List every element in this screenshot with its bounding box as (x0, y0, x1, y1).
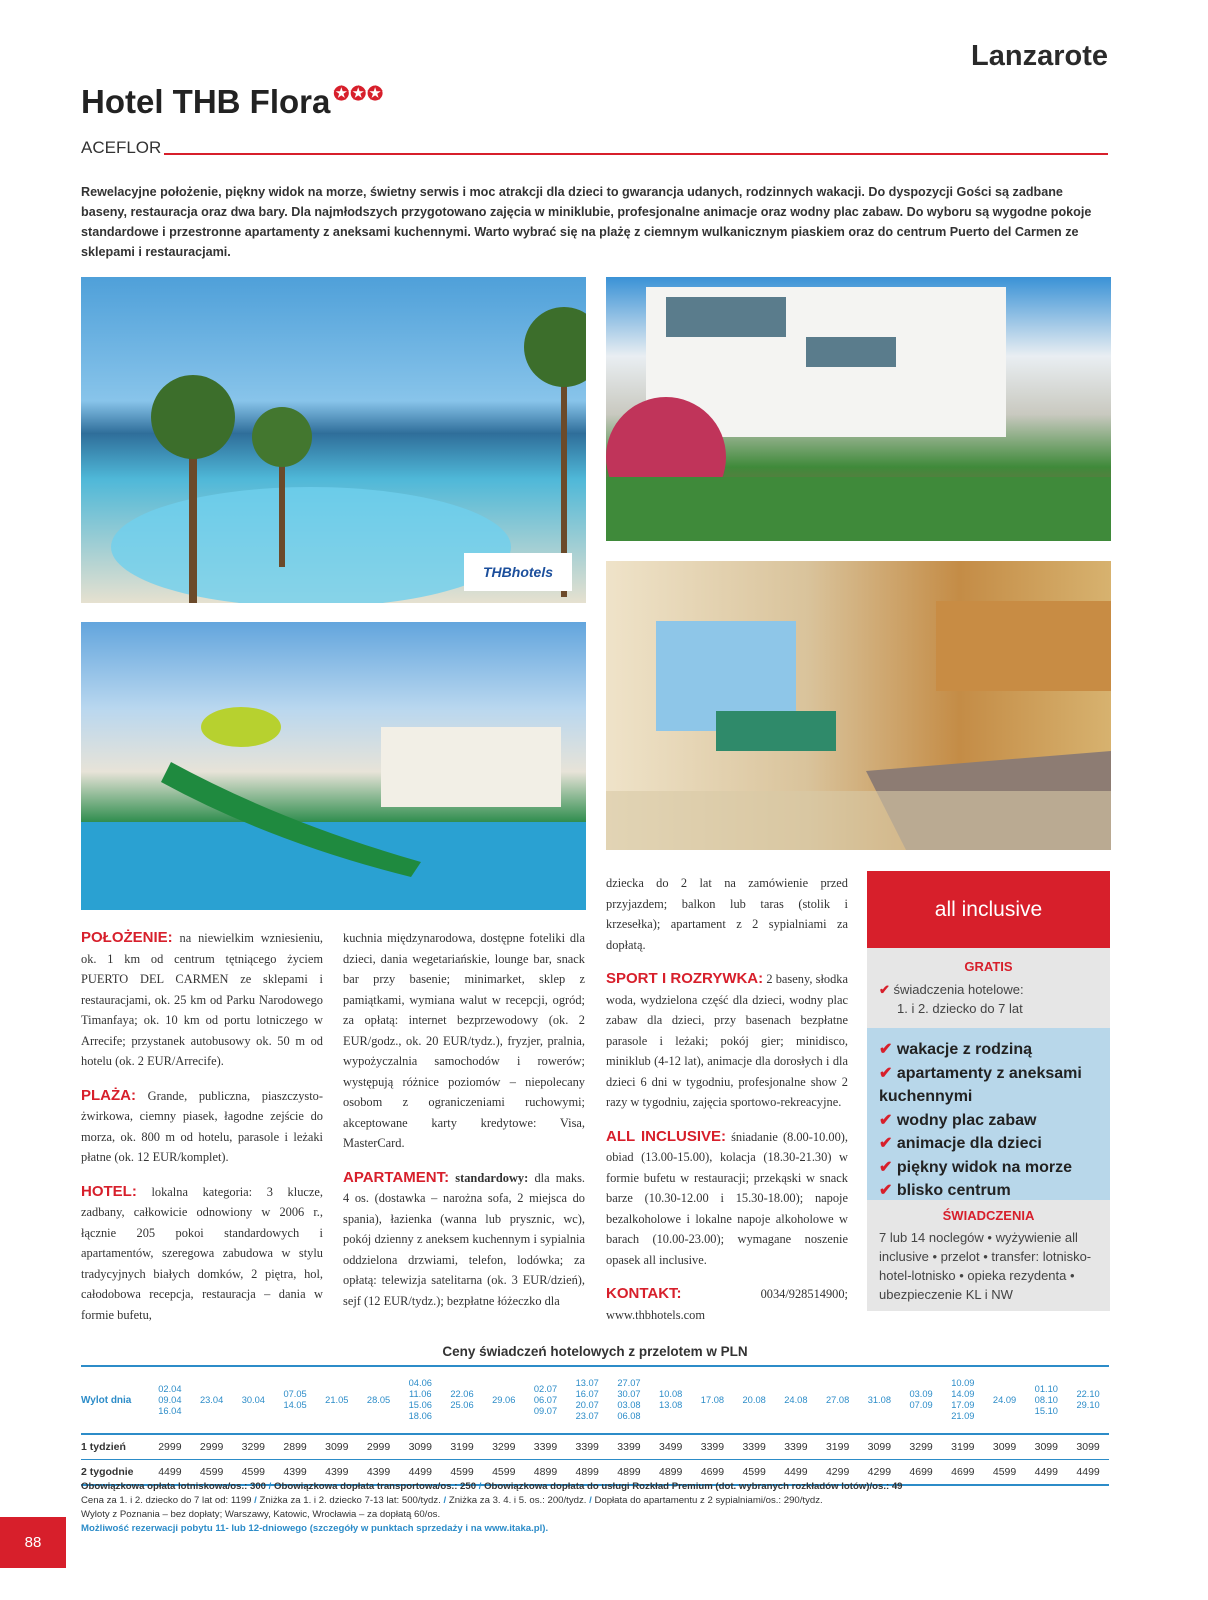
price-cell-1w: 3399 (525, 1434, 567, 1460)
heading-apartament: APARTAMENT: (343, 1168, 450, 1186)
departure-date: 07.09 (909, 1400, 933, 1410)
text-hotel-cont: kuchnia międzynarodowa, dostępne foteliki dla dzieci, dania wegetariańskie, lounge bar, snack bar przy basenie; minimarket, sklep z pamiątkami, wymiana walut w recepcji, ogród; za opłatą: internet bezprzewodowy (ok. 2 EUR/godz., ok. 20 EUR/tydz.), fryzjer, pralnia, wypożyczalnia samochodów i rowerów; występują różnice poziomów – niepolecany osobom z ograniczeniami ruchowymi; akceptowane karty kredytowe: Visa, MasterCard. (343, 931, 585, 1150)
price-cell-1w: 3399 (775, 1434, 817, 1460)
price-cell-1w: 3099 (858, 1434, 900, 1460)
price-cell-2w: 4599 (483, 1460, 525, 1486)
heading-sport: SPORT I ROZRYWKA: (606, 970, 764, 987)
departure-date: 25.06 (450, 1400, 474, 1410)
price-cell-2w: 4499 (149, 1460, 191, 1486)
price-cell-2w: 4599 (984, 1460, 1026, 1486)
departure-date: 22.06 (450, 1389, 474, 1399)
feature-item (879, 1038, 1110, 1062)
column-2 (343, 928, 585, 1325)
price-cell-1w: 3099 (1067, 1434, 1109, 1460)
hotel-code: ACEFLOR (81, 138, 162, 157)
price-cell-1w: 3499 (650, 1434, 692, 1460)
feature-label: wodny plac zabaw (896, 1111, 1037, 1129)
departure-date: 31.08 (867, 1394, 891, 1405)
note-transport-fee: Obowiązkowa dopłata transportowa/os.: 250 (274, 1481, 477, 1492)
check-icon: ✔ (879, 1064, 893, 1082)
departure-cell (232, 1366, 274, 1434)
departure-date: 15.06 (408, 1400, 432, 1410)
text-apartament-cont: dziecka do 2 lat na zamówienie przed przyjazdem; balkon lub taras (stolik i krzesełka); apartament z 2 sypialniami za dopłatą. (606, 876, 848, 952)
price-cell-1w: 2899 (274, 1434, 316, 1460)
departure-date: 10.08 (659, 1389, 683, 1399)
thb-logo: THBhotels (464, 553, 572, 591)
intro-text: Rewelacyjne położenie, piękny widok na morze, świetny serwis i moc atrakcji dla dzieci to gwarancja udanych, rodzinnych wakacji. Do dyspozycji Gości są zadbane baseny, restauracja oraz dwa bary. Dla najmłodszych przygotowano zajęcia w miniklubie, profesjonalne animacje oraz wodny plac zabaw. Do wyboru są wygodne pokoje standardowe i przestronne apartamenty z aneksami kuchennymi. Warto wybrać się na plażę z ciemnym wulkanicznym piaskiem oraz do centrum Puerto del Carmen ze sklepami i restauracjami. (81, 185, 1092, 259)
departure-cell (483, 1366, 525, 1434)
check-icon: ✔ (879, 1041, 893, 1058)
departure-row (81, 1366, 1109, 1434)
photo-apartments-exterior (606, 277, 1111, 541)
note-line-3: Wyloty z Poznania – bez dopłaty; Warszawy, Katowic, Wrocławia – za dopłatą 60/os. (81, 1509, 441, 1520)
swiadczenia-title: ŚWIADCZENIA (942, 1208, 1035, 1223)
departure-date: 07.05 (283, 1389, 307, 1399)
text-allinc: śniadanie (8.00-10.00), obiad (13.00-15.00), kolacja (18.30-21.30) w formie bufetu w restauracji; przekąski w snack barze (10.30-12.00 i 15.30-18.00); napoje bezalkoholowe i lokalne napoje alkoholowe w barach (10.00-23.00); wymagane noszenie opasek all inclusive. (606, 1129, 848, 1267)
check-icon: ✔ (879, 1158, 893, 1176)
text-polozenie: na niewielkim wzniesieniu, ok. 1 km od centrum tętniącego życiem PUERTO DEL CARMEN ze sklepami i restauracjami, ok. 25 km od Parku Narodowego Timanfaya; ok. 10 km od portu lotniczego w Arrecife; przystanek autobusowy ok. 50 m od hotelu (ok. 2 EUR/Arrecife). (81, 931, 323, 1068)
gratis-line-2: 1. i 2. dziecko do 7 lat (897, 1001, 1023, 1016)
departure-date: 13.07 (575, 1378, 599, 1388)
note-extra-person-discount: Zniżka za 3. 4. i 5. os.: 200/tydz. (448, 1495, 587, 1506)
text-hotel: lokalna kategoria: 3 klucze, zadbany, całkowicie odnowiony w 2006 r., łącznie 205 pokoi standardowych i apartamentów, szeregowa zabudowa w stylu tradycyjnych białych domków, 2 piętra, hol, całodobowa recepcja, restauracja – dania w formie bufetu, (81, 1184, 323, 1322)
departure-date: 18.06 (408, 1411, 432, 1421)
price-cell-2w: 4699 (942, 1460, 984, 1486)
departure-cell (650, 1366, 692, 1434)
gratis-text (879, 980, 1105, 1018)
departure-cell (525, 1366, 567, 1434)
departure-cell (692, 1366, 734, 1434)
departure-cell (358, 1366, 400, 1434)
apartments-scene-svg (606, 277, 1111, 541)
price-cell-1w: 3299 (900, 1434, 942, 1460)
departure-date: 09.04 (158, 1394, 182, 1405)
section-allinc (606, 1127, 848, 1271)
section-kontakt (606, 1284, 848, 1325)
price-cell-2w: 4599 (191, 1460, 233, 1486)
note-airport-fee: Obowiązkowa opłata lotniskowa/os.: 300 (81, 1481, 266, 1492)
column-3 (606, 873, 848, 1339)
departure-date: 14.09 (951, 1389, 975, 1399)
note-premium-fee: Obowiązkowa dopłata do usługi Rozkład Premium (dot. wybranych rozkładów lotów)/os.: 49 (484, 1481, 903, 1492)
price-cell-2w: 4399 (358, 1460, 400, 1486)
separator: / (254, 1495, 257, 1506)
stars-icon: ✪✪✪ (333, 84, 385, 105)
offer-sidebar (867, 871, 1110, 1311)
departure-date: 21.05 (325, 1394, 349, 1405)
all-inclusive-banner: all inclusive (867, 871, 1110, 948)
departure-cell (399, 1366, 441, 1434)
header-rule (164, 153, 1108, 155)
departure-date: 21.09 (951, 1411, 975, 1421)
departure-date: 09.07 (533, 1405, 558, 1416)
photo-apartment-interior (606, 561, 1111, 850)
departure-cell (316, 1366, 358, 1434)
feature-item (879, 1132, 1110, 1156)
playground-scene-svg (81, 622, 586, 910)
price-cell-1w: 3199 (441, 1434, 483, 1460)
price-cell-1w: 3099 (316, 1434, 358, 1460)
check-icon: ✔ (879, 1135, 893, 1152)
departure-date: 11.06 (408, 1389, 432, 1399)
heading-polozenie: POŁOŻENIE: (81, 929, 173, 946)
price-cell-1w: 3099 (1025, 1434, 1067, 1460)
section-sport (606, 969, 848, 1113)
departure-date: 24.09 (992, 1394, 1017, 1405)
feature-label: animacje dla dzieci (896, 1135, 1042, 1152)
interior-scene-svg (606, 561, 1111, 850)
price-row-1-week (81, 1434, 1109, 1460)
note-child-discount: Zniżka za 1. i 2. dziecko 7-13 lat: 500/tydz. (259, 1495, 441, 1506)
check-icon: ✔ (879, 1111, 893, 1129)
price-cell-2w: 4299 (858, 1460, 900, 1486)
price-cell-1w: 3099 (399, 1434, 441, 1460)
departure-date: 28.05 (366, 1394, 391, 1405)
price-cell-1w: 3399 (733, 1434, 775, 1460)
departure-cell (1025, 1366, 1067, 1434)
feature-label: apartamenty z aneksami kuchennymi (879, 1064, 1082, 1105)
departure-cell (441, 1366, 483, 1434)
price-cell-2w: 4699 (692, 1460, 734, 1486)
departure-cell (274, 1366, 316, 1434)
departure-date: 08.10 (1034, 1394, 1058, 1405)
price-cell-2w: 4499 (399, 1460, 441, 1486)
departure-date: 16.07 (575, 1389, 599, 1399)
hotel-name: Hotel THB Flora (81, 83, 331, 120)
note-apartment-surcharge: Dopłata do apartamentu z 2 sypialniami/os.: 290/tydz. (594, 1495, 823, 1506)
check-icon: ✔ (879, 982, 890, 997)
photo-water-playground (81, 622, 586, 910)
price-cell-1w: 2999 (358, 1434, 400, 1460)
departure-cell (900, 1366, 942, 1434)
departure-cell (733, 1366, 775, 1434)
note-child-price: Cena za 1. i 2. dziecko do 7 lat od: 1199 (81, 1495, 252, 1506)
price-cell-2w: 4899 (650, 1460, 692, 1486)
price-cell-1w: 3299 (483, 1434, 525, 1460)
text-plaza: Grande, publiczna, piaszczysto-żwirkowa, ciemny piasek, łagodne zejście do morza, ok. 800 m od hotelu, parasole i leżaki płatne (ok. 12 EUR/komplet). (81, 1088, 323, 1164)
price-cell-1w: 3399 (608, 1434, 650, 1460)
departure-date: 15.10 (1034, 1405, 1058, 1416)
price-cell-1w: 3399 (692, 1434, 734, 1460)
price-cell-2w: 4399 (274, 1460, 316, 1486)
photo-pool (81, 277, 586, 603)
heading-kontakt: KONTAKT: (606, 1285, 682, 1302)
departure-date: 02.04 (158, 1383, 182, 1394)
separator: / (268, 1481, 272, 1492)
features-panel (867, 1028, 1110, 1200)
price-cell-2w: 4899 (566, 1460, 608, 1486)
departure-date: 10.09 (951, 1378, 975, 1388)
price-cell-1w: 3299 (232, 1434, 274, 1460)
price-cell-2w: 4399 (316, 1460, 358, 1486)
departure-date: 01.10 (1034, 1383, 1058, 1394)
departure-date: 16.04 (158, 1405, 182, 1416)
departure-date: 03.09 (909, 1389, 933, 1399)
departure-cell (191, 1366, 233, 1434)
departure-date: 03.08 (617, 1400, 641, 1410)
price-cell-1w: 3399 (566, 1434, 608, 1460)
feature-label: wakacje z rodziną (896, 1041, 1033, 1058)
separator: / (589, 1495, 592, 1506)
departure-date: 17.09 (951, 1400, 975, 1410)
departure-date: 29.10 (1076, 1400, 1100, 1410)
departure-cell (858, 1366, 900, 1434)
price-cell-2w: 4499 (1025, 1460, 1067, 1486)
price-cell-1w: 3199 (942, 1434, 984, 1460)
lead-apartament: standardowy: (455, 1170, 529, 1185)
note-line-1 (81, 1480, 1109, 1494)
departure-cell (817, 1366, 859, 1434)
departure-cell (775, 1366, 817, 1434)
gratis-title: GRATIS (964, 959, 1013, 974)
text-sport: 2 baseny, słodka woda, wydzielona część dla dzieci, wodny plac zabaw dla dzieci, przy basenach bezpłatne parasole i leżaki; pokój gier; minidisco, miniklub (4-12 lat), animacje dla dorosłych i dla dzieci 6 dni w tygodniu, profesjonalne show 2 razy w tygodniu, zajęcia sportowo-rekreacyjne. (606, 972, 848, 1109)
section-apartament (343, 1168, 585, 1312)
departure-date: 06.08 (617, 1411, 641, 1421)
region-title: Lanzarote (971, 40, 1108, 72)
departure-date: 06.07 (533, 1394, 558, 1405)
price-cell-1w: 3099 (984, 1434, 1026, 1460)
gratis-line-1: świadczenia hotelowe: (893, 982, 1024, 997)
departure-date: 14.05 (283, 1400, 307, 1410)
section-polozenie (81, 928, 323, 1072)
departure-cell (984, 1366, 1026, 1434)
separator: / (443, 1495, 447, 1506)
price-cell-2w: 4899 (525, 1460, 567, 1486)
departure-date: 02.07 (533, 1383, 558, 1394)
feature-item (879, 1062, 1110, 1109)
feature-label: blisko centrum (896, 1182, 1011, 1199)
feature-item (879, 1179, 1110, 1203)
price-cell-2w: 4899 (608, 1460, 650, 1486)
separator: / (478, 1481, 482, 1492)
note-line-4: Możliwość rezerwacji pobytu 11- lub 12-dniowego (szczegóły w punktach sprzedaży i na www.itaka.pl). (81, 1523, 549, 1534)
heading-allinc: ALL INCLUSIVE: (606, 1127, 727, 1145)
departure-date: 23.04 (199, 1394, 224, 1405)
price-table-title: Ceny świadczeń hotelowych z przelotem w PLN (442, 1344, 748, 1359)
price-cell-2w: 4599 (733, 1460, 775, 1486)
departure-date: 29.06 (492, 1394, 516, 1405)
row-label-1w: 1 tydzień (81, 1434, 149, 1460)
text-apartament: dla maks. 4 os. (dostawka – narożna sofa, 2 miejsca do spania), łazienka (wanna lub prysznic, wc), pokój dzienny z aneksem kuchennym i sypialnia oddzielona drzwiami, telefon, lodówka; za opłatą: telewizja satelitarna (ok. 3 EUR/dzień), sejf (12 EUR/tydz.); bezpłatne łóżeczko dla (343, 1170, 585, 1308)
price-cell-1w: 2999 (191, 1434, 233, 1460)
price-cell-2w: 4499 (1067, 1460, 1109, 1486)
departure-date: 24.08 (784, 1394, 808, 1405)
departure-cell (566, 1366, 608, 1434)
departure-date: 13.08 (659, 1400, 683, 1410)
departure-date: 20.07 (575, 1400, 599, 1410)
price-cell-1w: 2999 (149, 1434, 191, 1460)
note-line-2 (81, 1494, 1109, 1508)
hotel-title (81, 83, 384, 121)
price-cell-1w: 3199 (817, 1434, 859, 1460)
features-list (867, 1028, 1110, 1203)
departure-date: 30.04 (241, 1394, 265, 1405)
departure-cell (1067, 1366, 1109, 1434)
page-number: 88 (0, 1517, 66, 1568)
text-kontakt: 0034/928514900; www.thbhotels.com (606, 1287, 848, 1322)
departure-row-label: Wylot dnia (81, 1366, 149, 1434)
feature-item (879, 1109, 1110, 1133)
departure-date: 04.06 (408, 1378, 432, 1388)
price-cell-2w: 4599 (441, 1460, 483, 1486)
departure-date: 22.10 (1076, 1389, 1100, 1399)
row-label-2w: 2 tygodnie (81, 1460, 149, 1486)
heading-plaza: PLAŻA: (81, 1086, 136, 1104)
departure-date: 30.07 (617, 1389, 641, 1399)
departure-cell (149, 1366, 191, 1434)
departure-date: 23.07 (575, 1411, 599, 1421)
departure-date: 17.08 (700, 1394, 725, 1405)
column-1 (81, 928, 323, 1339)
departure-date: 27.08 (825, 1394, 850, 1405)
price-cell-2w: 4499 (775, 1460, 817, 1486)
feature-item (879, 1156, 1110, 1180)
departure-date: 20.08 (742, 1394, 766, 1405)
check-icon: ✔ (879, 1182, 893, 1199)
feature-label: piękny widok na morze (896, 1158, 1073, 1176)
swiadczenia-text: 7 lub 14 noclegów • wyżywienie all inclusive • przelot • transfer: lotnisko-hotel-lotnisko • opieka rezydenta • ubezpieczenie KL i NW (879, 1230, 1092, 1302)
departure-date: 27.07 (617, 1378, 641, 1388)
section-hotel (81, 1182, 323, 1326)
departure-cell (608, 1366, 650, 1434)
price-cell-2w: 4599 (232, 1460, 274, 1486)
section-plaza (81, 1086, 323, 1168)
departure-cell (942, 1366, 984, 1434)
price-table (81, 1365, 1109, 1486)
price-cell-2w: 4699 (900, 1460, 942, 1486)
price-notes (81, 1480, 1109, 1536)
price-cell-2w: 4299 (817, 1460, 859, 1486)
heading-hotel: HOTEL: (81, 1182, 137, 1200)
